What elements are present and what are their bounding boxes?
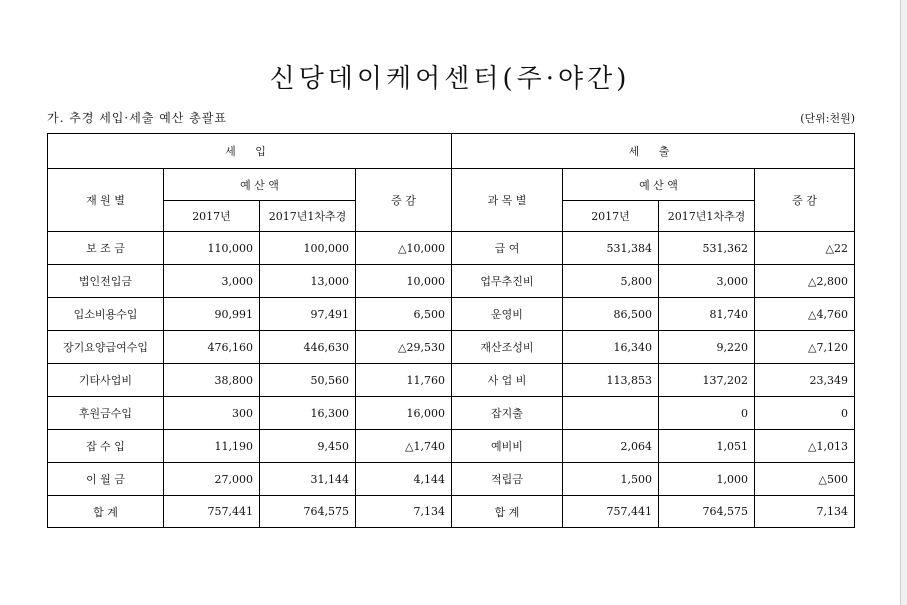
total-item-label: 합 계 xyxy=(452,496,563,528)
income-change-cell: △1,740 xyxy=(356,430,452,463)
expense-2017-sup-header: 2017년1차추경 xyxy=(659,201,755,232)
expense-change-cell: 23,349 xyxy=(755,364,855,397)
income-2017-cell: 3,000 xyxy=(164,265,260,298)
total-row xyxy=(48,496,855,528)
income-2017-sup-header: 2017년1차추경 xyxy=(260,201,356,232)
table-row xyxy=(48,430,855,463)
total-income-2017-sup: 764,575 xyxy=(260,496,356,528)
expense-2017-cell: 16,340 xyxy=(563,331,659,364)
expense-2017-sup-cell: 0 xyxy=(659,397,755,430)
expense-2017-cell xyxy=(563,397,659,430)
source-cell: 기타사업비 xyxy=(48,364,164,397)
expense-change-cell: △1,013 xyxy=(755,430,855,463)
item-cell: 재산조성비 xyxy=(452,331,563,364)
unit-label: (단위:천원) xyxy=(800,112,855,125)
income-2017-sup-cell: 446,630 xyxy=(260,331,356,364)
income-header: 세 입 xyxy=(48,134,452,169)
total-expense-2017: 757,441 xyxy=(563,496,659,528)
source-cell: 잡 수 입 xyxy=(48,430,164,463)
total-income-change: 7,134 xyxy=(356,496,452,528)
expense-change-cell: △22 xyxy=(755,232,855,265)
table-row xyxy=(48,364,855,397)
total-label: 합 계 xyxy=(48,496,164,528)
expense-2017-cell: 1,500 xyxy=(563,463,659,496)
expense-change-cell: △500 xyxy=(755,463,855,496)
page-title: 신당데이케어센터(주·야간) xyxy=(269,64,631,94)
income-2017-cell: 476,160 xyxy=(164,331,260,364)
income-2017-header: 2017년 xyxy=(164,201,260,232)
income-change-cell: 11,760 xyxy=(356,364,452,397)
income-2017-sup-cell: 97,491 xyxy=(260,298,356,331)
item-cell: 급 여 xyxy=(452,232,563,265)
item-header: 과 목 별 xyxy=(452,169,563,232)
expense-change-cell: 0 xyxy=(755,397,855,430)
source-cell: 장기요양급여수입 xyxy=(48,331,164,364)
income-2017-cell: 300 xyxy=(164,397,260,430)
income-2017-sup-cell: 13,000 xyxy=(260,265,356,298)
table-row xyxy=(48,397,855,430)
income-2017-sup-cell: 100,000 xyxy=(260,232,356,265)
section-subtitle: 가. 추경 세입·세출 예산 총괄표 xyxy=(47,111,227,125)
income-2017-sup-cell: 31,144 xyxy=(260,463,356,496)
income-2017-cell: 38,800 xyxy=(164,364,260,397)
income-change-cell: △29,530 xyxy=(356,331,452,364)
income-2017-cell: 11,190 xyxy=(164,430,260,463)
table-row xyxy=(48,232,855,265)
item-cell: 예비비 xyxy=(452,430,563,463)
expense-change-cell: △7,120 xyxy=(755,331,855,364)
source-cell: 보 조 금 xyxy=(48,232,164,265)
income-change-header: 증 감 xyxy=(356,169,452,232)
budget-summary-table xyxy=(47,133,855,528)
income-2017-sup-cell: 9,450 xyxy=(260,430,356,463)
source-cell: 후원금수입 xyxy=(48,397,164,430)
income-change-cell: 6,500 xyxy=(356,298,452,331)
income-change-cell: 16,000 xyxy=(356,397,452,430)
source-cell: 법인전입금 xyxy=(48,265,164,298)
expense-2017-sup-cell: 3,000 xyxy=(659,265,755,298)
source-cell: 이 월 금 xyxy=(48,463,164,496)
expense-2017-sup-cell: 1,000 xyxy=(659,463,755,496)
total-expense-2017-sup: 764,575 xyxy=(659,496,755,528)
income-change-cell: △10,000 xyxy=(356,232,452,265)
table-row xyxy=(48,463,855,496)
expense-2017-sup-cell: 531,362 xyxy=(659,232,755,265)
income-2017-sup-cell: 16,300 xyxy=(260,397,356,430)
total-expense-change: 7,134 xyxy=(755,496,855,528)
income-2017-sup-cell: 50,560 xyxy=(260,364,356,397)
expense-2017-cell: 2,064 xyxy=(563,430,659,463)
expense-2017-sup-cell: 81,740 xyxy=(659,298,755,331)
expense-header: 세 출 xyxy=(452,134,855,169)
table-row xyxy=(48,331,855,364)
expense-2017-cell: 86,500 xyxy=(563,298,659,331)
item-cell: 잡지출 xyxy=(452,397,563,430)
expense-budget-header: 예 산 액 xyxy=(563,169,755,201)
expense-2017-cell: 113,853 xyxy=(563,364,659,397)
header-row-2 xyxy=(48,169,855,201)
expense-2017-cell: 5,800 xyxy=(563,265,659,298)
table-row xyxy=(48,265,855,298)
source-header: 재 원 별 xyxy=(48,169,164,232)
expense-change-cell: △4,760 xyxy=(755,298,855,331)
income-2017-cell: 90,991 xyxy=(164,298,260,331)
item-cell: 업무추진비 xyxy=(452,265,563,298)
header-row-1 xyxy=(48,134,855,169)
source-cell: 입소비용수입 xyxy=(48,298,164,331)
expense-2017-sup-cell: 1,051 xyxy=(659,430,755,463)
income-change-cell: 10,000 xyxy=(356,265,452,298)
expense-change-cell: △2,800 xyxy=(755,265,855,298)
income-change-cell: 4,144 xyxy=(356,463,452,496)
expense-2017-sup-cell: 9,220 xyxy=(659,331,755,364)
income-budget-header: 예 산 액 xyxy=(164,169,356,201)
expense-2017-cell: 531,384 xyxy=(563,232,659,265)
expense-2017-header: 2017년 xyxy=(563,201,659,232)
total-income-2017: 757,441 xyxy=(164,496,260,528)
income-2017-cell: 110,000 xyxy=(164,232,260,265)
expense-change-header: 증 감 xyxy=(755,169,855,232)
item-cell: 적립금 xyxy=(452,463,563,496)
item-cell: 사 업 비 xyxy=(452,364,563,397)
expense-2017-sup-cell: 137,202 xyxy=(659,364,755,397)
table-row xyxy=(48,298,855,331)
item-cell: 운영비 xyxy=(452,298,563,331)
income-2017-cell: 27,000 xyxy=(164,463,260,496)
